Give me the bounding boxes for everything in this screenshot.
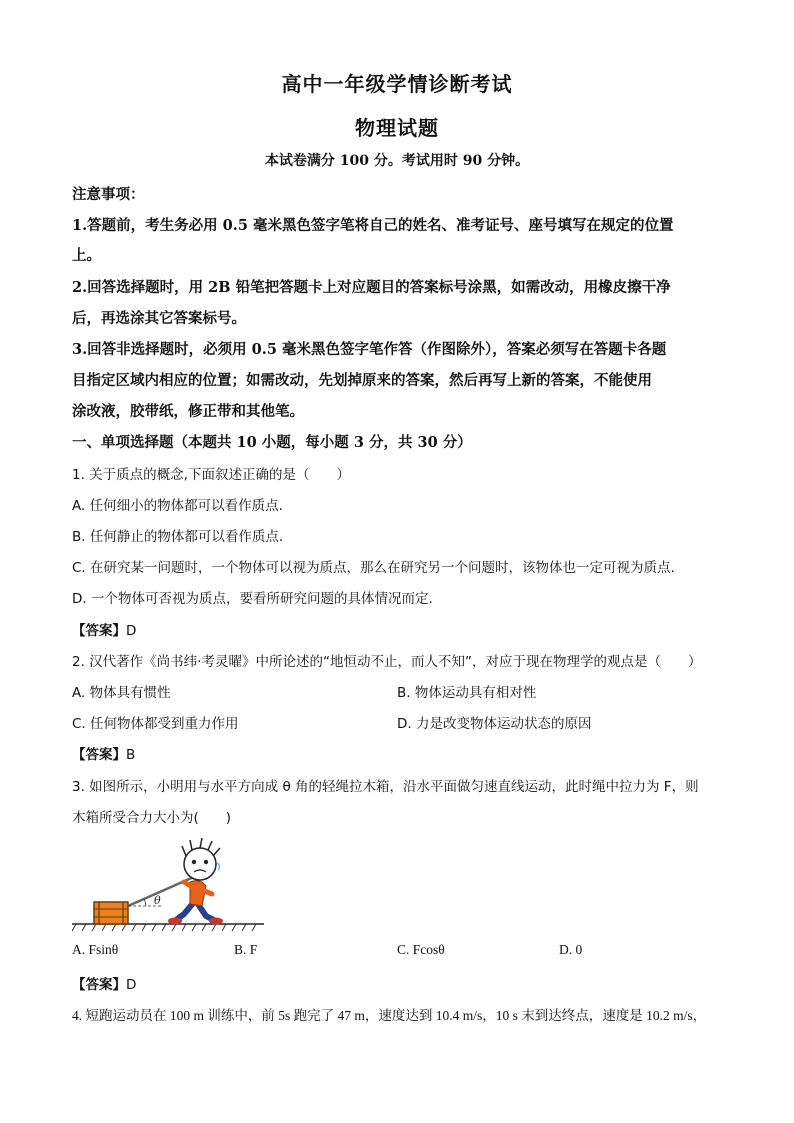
q1-answer (72, 619, 136, 639)
q2-answer (72, 743, 135, 763)
boy-figure (168, 838, 223, 925)
question-3-stem-line1: 3. 如图所示，小明用与水平方向成 θ 角的轻绳拉木箱，沿水平面做匀速直线运动，此时绳中拉力为 F，则 (72, 779, 699, 795)
exam-title: 高中一年级学情诊断考试 (281, 72, 513, 96)
answer-value: D (126, 623, 137, 639)
q2-option-a: A. 物体具有惯性 (72, 685, 171, 701)
answer-value: B (126, 747, 136, 763)
q2-option-b: B. 物体运动具有相对性 (397, 685, 537, 701)
q3-option-d: D. 0 (559, 942, 583, 957)
question-3-stem-line2: 木箱所受合力大小为( ) (72, 810, 232, 826)
notes-heading: 注意事项： (72, 186, 145, 203)
note-line: 目指定区域内相应的位置；如需改动，先划掉原来的答案，然后再写上新的答案，不能使用 (72, 372, 652, 389)
q1-option-d: D. 一个物体可否视为质点，要看所研究问题的具体情况而定. (72, 591, 433, 607)
answer-value: D (126, 977, 137, 993)
note-line: 后，再选涂其它答案标号。 (72, 310, 246, 327)
subject-title: 物理试题 (355, 116, 439, 140)
q1-option-c: C. 在研究某一问题时，一个物体可以视为质点，那么在研究另一个问题时，该物体也一定可视为质点. (72, 560, 675, 576)
q3-option-a: A. Fsinθ (72, 942, 119, 957)
q1-option-a: A. 任何细小的物体都可以看作质点. (72, 498, 283, 514)
note-line: 1.答题前，考生务必用 0.5 毫米黑色签字笔将自己的姓名、准考证号、座号填写在规定的位置 (72, 217, 674, 234)
note-line: 2.回答选择题时，用 2B 铅笔把答题卡上对应题目的答案标号涂黑，如需改动，用橡皮擦干净 (72, 279, 671, 296)
q3-option-b: B. F (234, 942, 258, 957)
ground-hatching (72, 924, 256, 931)
answer-tag: 【答案】 (72, 623, 126, 639)
q3-answer (72, 973, 136, 993)
wooden-box (94, 902, 128, 924)
theta-label: θ (154, 894, 161, 907)
question-4-stem: 4. 短跑运动员在 100 m 训练中，前 5s 跑完了 47 m，速度达到 10.4 m/s，10 s 末到达终点，速度是 10.2 m/s， (72, 1008, 707, 1023)
q2-option-d: D. 力是改变物体运动状态的原因 (397, 716, 592, 732)
q3-option-c: C. Fcosθ (397, 942, 445, 957)
question-2-stem: 2. 汉代著作《尚书纬·考灵曜》中所论述的“地恒动不止，而人不知”，对应于现在物理学的观点是（ ） (72, 654, 702, 670)
note-line: 上。 (72, 247, 101, 264)
angle-arc (144, 899, 146, 906)
q2-option-c: C. 任何物体都受到重力作用 (72, 716, 239, 732)
note-line: 3.回答非选择题时，必须用 0.5 毫米黑色签字笔作答（作图除外），答案必须写在答题卡各题 (72, 341, 667, 358)
q3-figure-boy-pulling-box (72, 832, 264, 936)
answer-tag: 【答案】 (72, 747, 126, 763)
question-1-stem: 1. 关于质点的概念,下面叙述正确的是（ ） (72, 467, 350, 483)
q1-option-b: B. 任何静止的物体都可以看作质点. (72, 529, 284, 545)
section-heading: 一、单项选择题（本题共 10 小题，每小题 3 分，共 30 分） (72, 434, 472, 451)
answer-tag: 【答案】 (72, 977, 126, 993)
exam-info: 本试卷满分 100 分。考试用时 90 分钟。 (264, 153, 530, 169)
note-line: 涂改液，胶带纸，修正带和其他笔。 (72, 403, 304, 420)
